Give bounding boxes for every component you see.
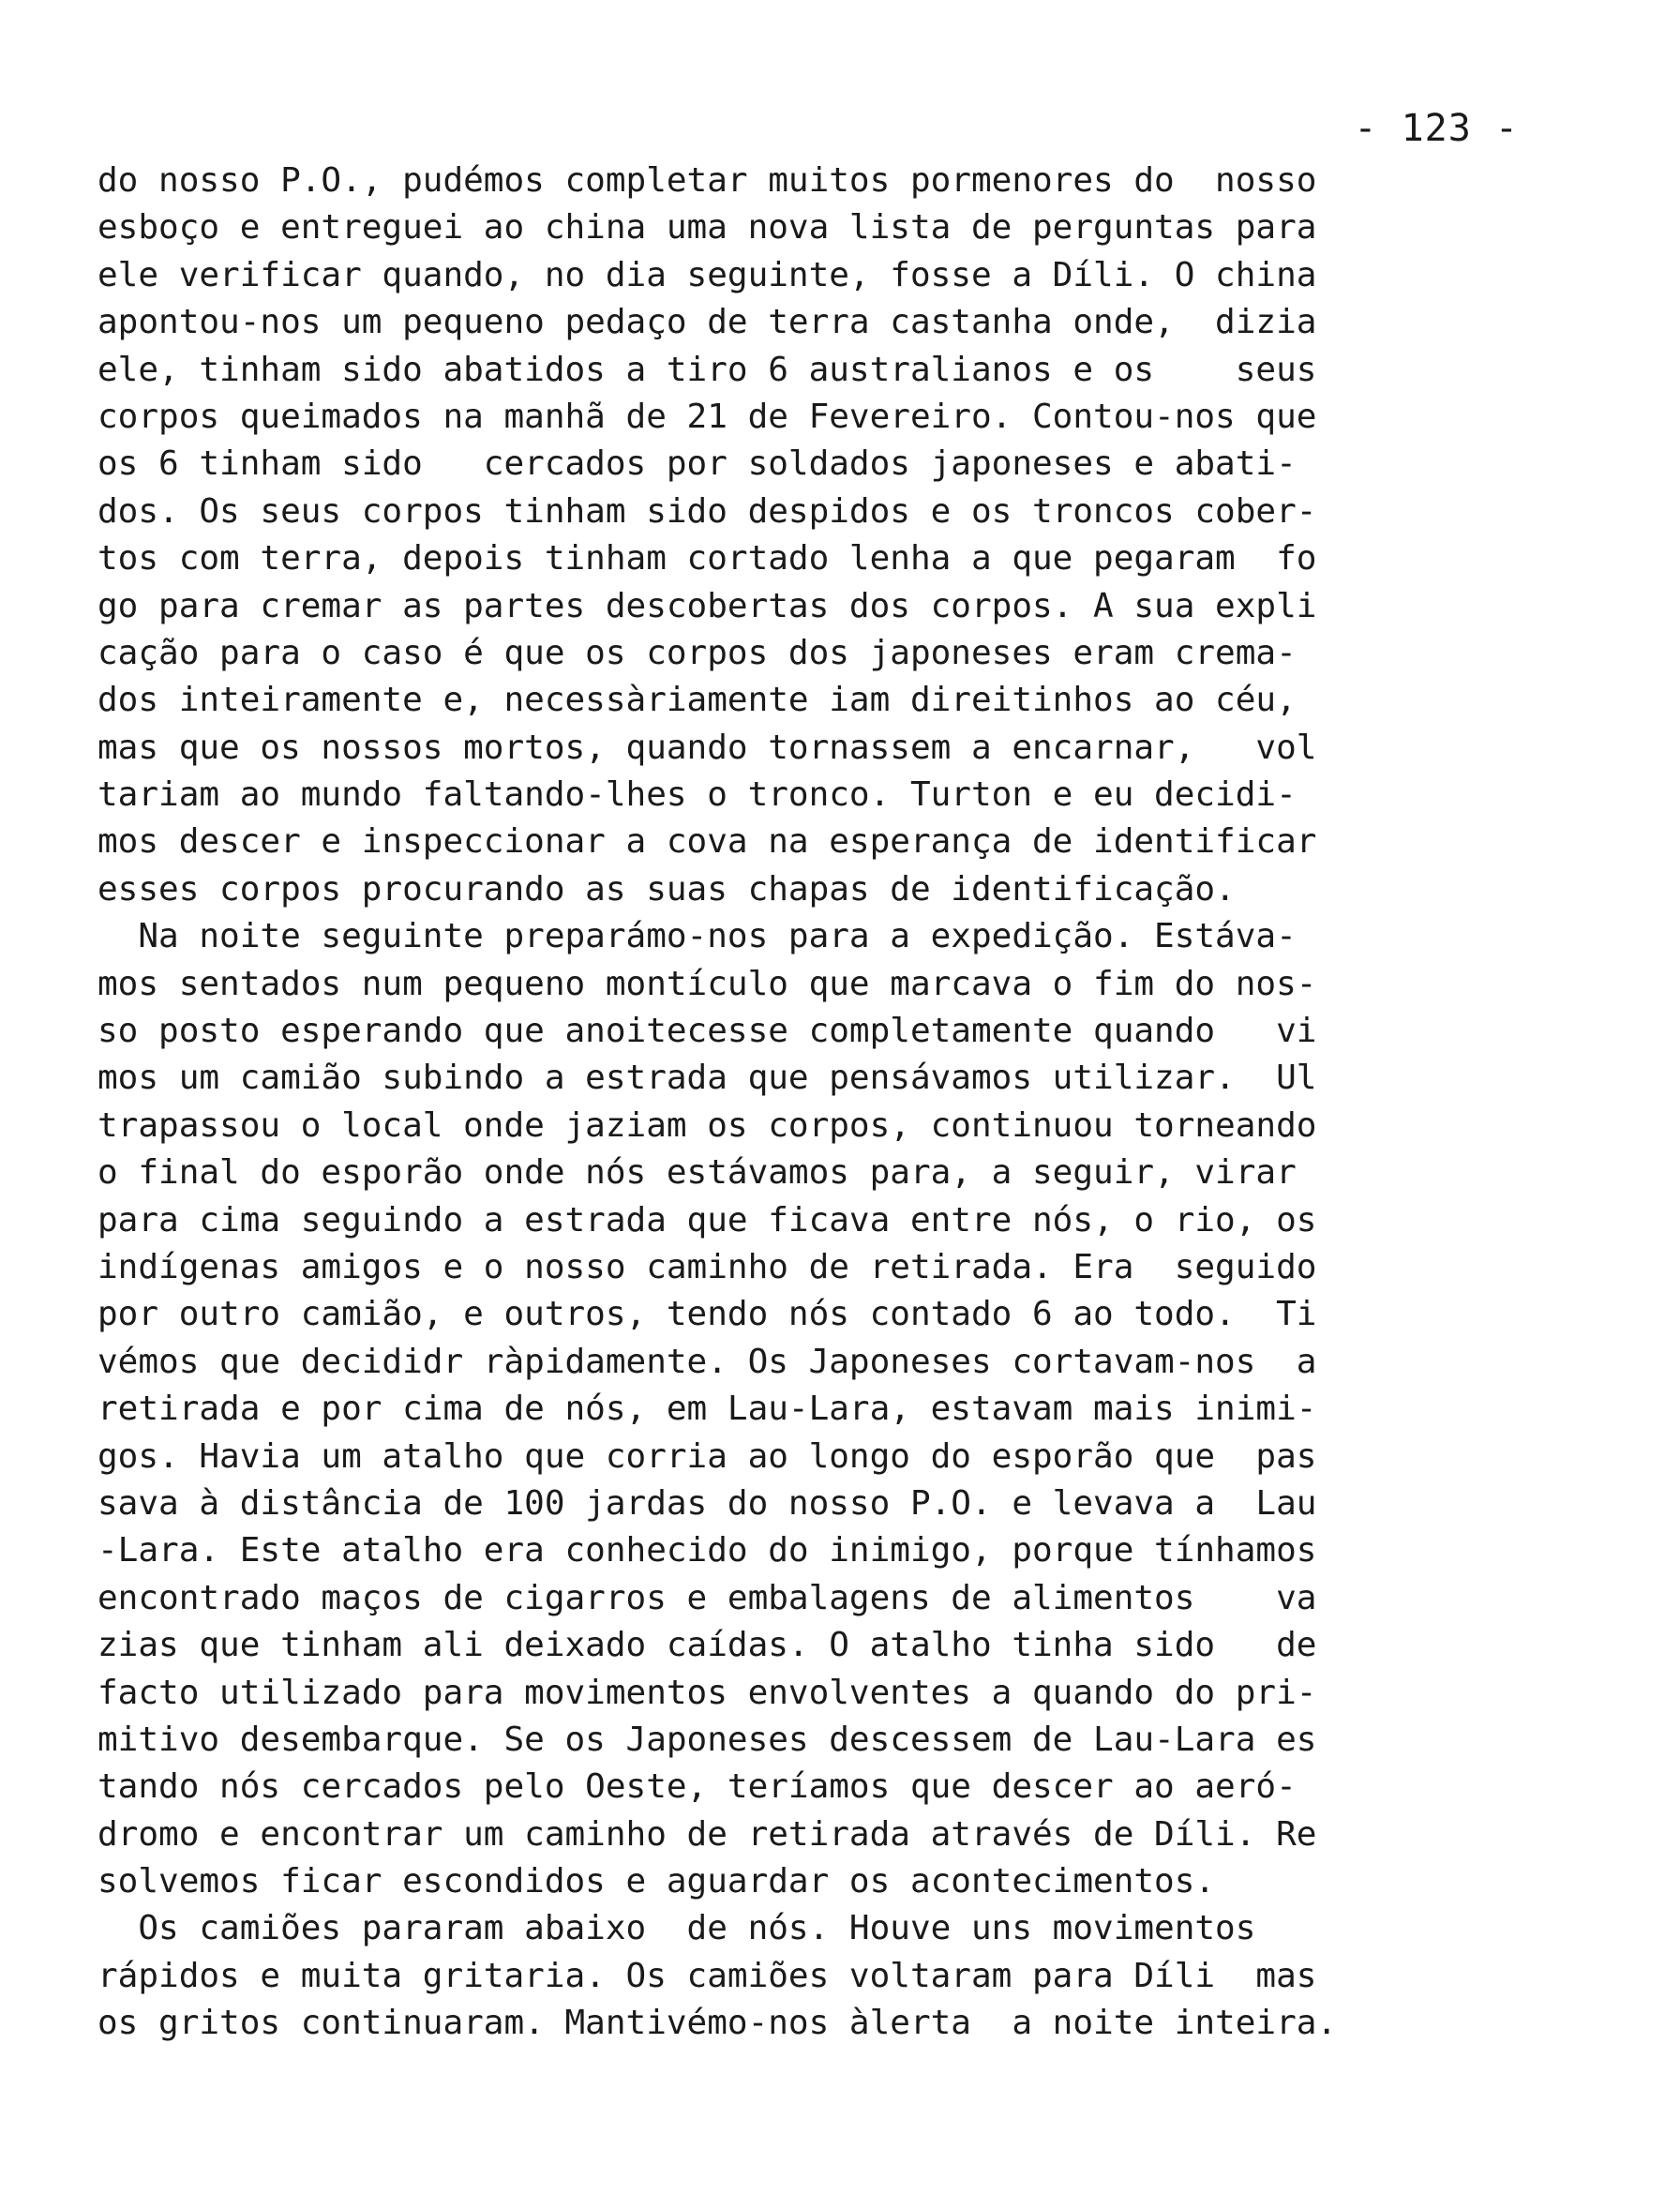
text-line: zias que tinham ali deixado caídas. O atalho tinha sido de <box>98 1626 1317 1665</box>
text-line: encontrado maços de cigarros e embalagens de alimentos va <box>98 1578 1317 1617</box>
text-line: mas que os nossos mortos, quando tornassem a encarnar, vol <box>98 728 1317 767</box>
text-line: dos. Os seus corpos tinham sido despidos e os troncos cober- <box>98 491 1317 531</box>
text-line: trapassou o local onde jaziam os corpos, continuou torneando <box>98 1105 1317 1145</box>
text-line: o final do esporão onde nós estávamos para, a seguir, virar <box>98 1153 1297 1193</box>
text-line: mos sentados num pequeno montículo que marcava o fim do nos- <box>98 964 1317 1003</box>
text-line: Na noite seguinte preparámo-nos para a expedição. Estáva- <box>98 917 1297 956</box>
text-line: mitivo desembarque. Se os Japoneses descessem de Lau-Lara es <box>98 1720 1317 1759</box>
text-line: tariam ao mundo faltando-lhes o tronco. Turton e eu decidi- <box>98 775 1297 815</box>
text-line: rápidos e muita gritaria. Os camiões voltaram para Díli mas <box>98 1956 1317 1995</box>
text-line: tando nós cercados pelo Oeste, teríamos que descer ao aeró- <box>98 1767 1297 1807</box>
text-line: retirada e por cima de nós, em Lau-Lara, estavam mais inimi- <box>98 1390 1317 1429</box>
text-line: por outro camião, e outros, tendo nós contado 6 ao todo. Ti <box>98 1295 1317 1334</box>
text-line: esses corpos procurando as suas chapas de identificação. <box>98 869 1236 909</box>
page-number: - 123 - <box>1354 107 1519 150</box>
text-line: dromo e encontrar um caminho de retirada através de Díli. Re <box>98 1814 1317 1854</box>
text-line: ele verificar quando, no dia seguinte, fosse a Díli. O china <box>98 255 1317 294</box>
text-line: indígenas amigos e o nosso caminho de retirada. Era seguido <box>98 1247 1317 1286</box>
text-line: os gritos continuaram. Mantivémo-nos àlerta a noite inteira. <box>98 2004 1338 2043</box>
text-line: esboço e entreguei ao china uma nova lista de perguntas para <box>98 208 1317 248</box>
text-line: -Lara. Este atalho era conhecido do inimigo, porque tínhamos <box>98 1531 1317 1570</box>
text-line: vémos que decididr ràpidamente. Os Japoneses cortavam-nos a <box>98 1342 1317 1381</box>
text-line: gos. Havia um atalho que corria ao longo do esporão que pas <box>98 1436 1317 1476</box>
text-line: so posto esperando que anoitecesse completamente quando vi <box>98 1012 1317 1051</box>
text-line: solvemos ficar escondidos e aguardar os acontecimentos. <box>98 1862 1216 1901</box>
text-line: do nosso P.O., pudémos completar muitos pormenores do nosso <box>98 161 1317 200</box>
body-text <box>98 158 1541 2048</box>
text-line: Os camiões pararam abaixo de nós. Houve uns movimentos <box>98 1909 1256 1948</box>
text-line: corpos queimados na manhã de 21 de Fevereiro. Contou-nos que <box>98 397 1317 436</box>
text-line: tos com terra, depois tinham cortado lenha a que pegaram fo <box>98 539 1317 579</box>
text-line: mos descer e inspeccionar a cova na esperança de identificar <box>98 822 1317 862</box>
text-line: sava à distância de 100 jardas do nosso P.O. e levava a Lau <box>98 1483 1317 1523</box>
text-line: facto utilizado para movimentos envolventes a quando do pri- <box>98 1673 1317 1712</box>
text-line: apontou-nos um pequeno pedaço de terra castanha onde, dizia <box>98 303 1317 342</box>
text-line: para cima seguindo a estrada que ficava entre nós, o rio, os <box>98 1200 1317 1240</box>
text-line: ele, tinham sido abatidos a tiro 6 australianos e os seus <box>98 350 1317 389</box>
text-line: go para cremar as partes descobertas dos corpos. A sua expli <box>98 586 1317 625</box>
text-line: mos um camião subindo a estrada que pensávamos utilizar. Ul <box>98 1059 1317 1098</box>
text-line: cação para o caso é que os corpos dos japoneses eram crema- <box>98 633 1297 672</box>
text-line: dos inteiramente e, necessàriamente iam direitinhos ao céu, <box>98 681 1297 720</box>
text-line: os 6 tinham sido cercados por soldados japoneses e abati- <box>98 444 1297 484</box>
